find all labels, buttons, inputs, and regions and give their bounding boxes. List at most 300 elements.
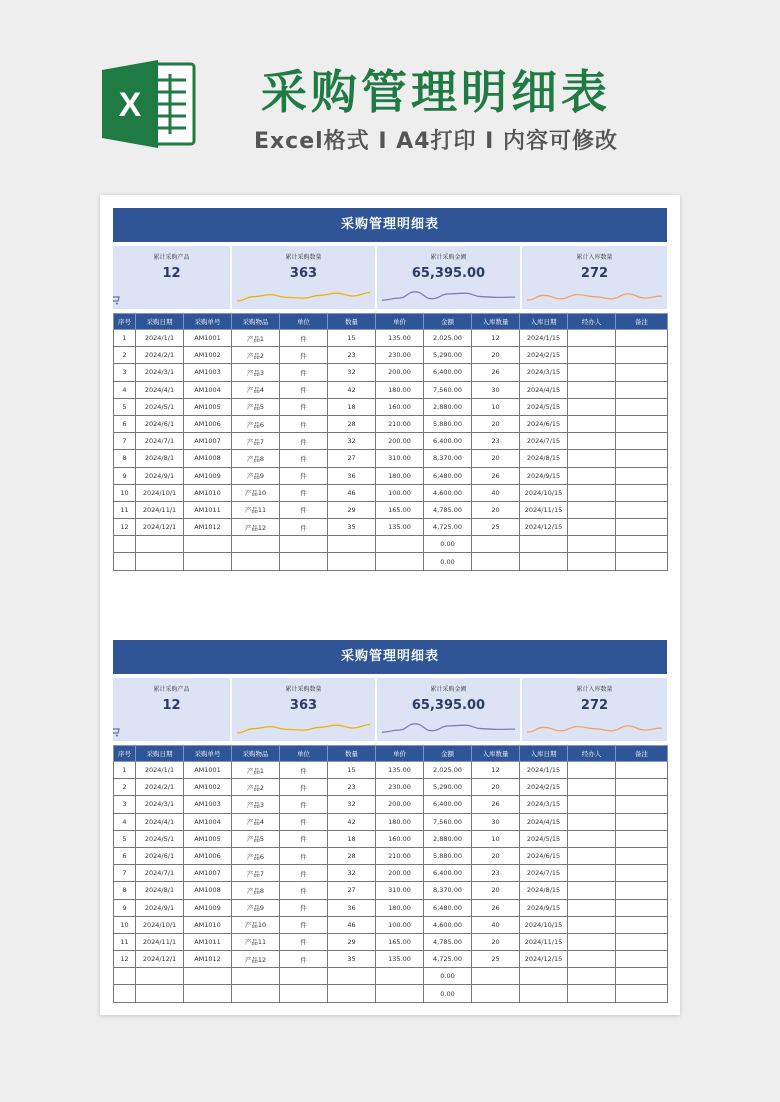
table-cell: 35	[328, 519, 376, 536]
table-cell: 2024/5/15	[520, 830, 568, 847]
sheet-title: 采购管理明细表	[113, 208, 667, 242]
table-cell	[616, 985, 668, 1002]
table-row	[114, 501, 668, 518]
table-cell: 25	[472, 951, 520, 968]
table-cell: 件	[280, 501, 328, 518]
table-cell: 产品10	[232, 484, 280, 501]
table-cell: 2024/10/1	[136, 484, 184, 501]
table-cell	[616, 433, 668, 450]
table-cell: 20	[472, 415, 520, 432]
table-cell: 100.00	[376, 484, 424, 501]
column-header: 入库数量	[472, 314, 520, 330]
table-row	[114, 933, 668, 950]
table-cell: 2024/2/15	[520, 347, 568, 364]
table-cell: 2024/8/1	[136, 450, 184, 467]
table-cell: 件	[280, 951, 328, 968]
table-cell	[568, 951, 616, 968]
sparkline-line	[527, 726, 662, 732]
table-cell: 件	[280, 519, 328, 536]
table-cell: 2,880.00	[424, 830, 472, 847]
table-cell: 0.00	[424, 968, 472, 985]
table-cell: 件	[280, 865, 328, 882]
table-cell: 18	[328, 398, 376, 415]
table-cell: 26	[472, 467, 520, 484]
table-cell: 2024/12/15	[520, 951, 568, 968]
table-row	[114, 762, 668, 779]
table-cell	[616, 347, 668, 364]
table-cell	[520, 968, 568, 985]
table-cell: 2024/3/15	[520, 364, 568, 381]
table-cell: 2024/9/15	[520, 899, 568, 916]
table-row	[114, 830, 668, 847]
table-cell: 2024/5/1	[136, 398, 184, 415]
table-cell	[568, 519, 616, 536]
column-header: 序号	[114, 746, 136, 762]
sparkline-line	[527, 294, 662, 300]
table-cell: 2024/1/1	[136, 762, 184, 779]
table-cell: 2024/11/15	[520, 501, 568, 518]
column-header: 数量	[328, 746, 376, 762]
table-cell: AM1002	[184, 347, 232, 364]
table-cell: 2024/12/1	[136, 951, 184, 968]
stat-label: 累计采购数量	[285, 686, 322, 693]
table-cell: 2024/4/1	[136, 813, 184, 830]
table-cell: 15	[328, 762, 376, 779]
column-header: 单价	[376, 746, 424, 762]
table-cell: 310.00	[376, 450, 424, 467]
table-cell: AM1002	[184, 779, 232, 796]
table-cell: AM1006	[184, 847, 232, 864]
column-header: 数量	[328, 314, 376, 330]
table-cell: 12	[472, 330, 520, 347]
table-cell: 2024/11/15	[520, 933, 568, 950]
table-cell: 1	[114, 762, 136, 779]
table-cell: 件	[280, 830, 328, 847]
table-cell: 产品2	[232, 347, 280, 364]
table-cell: 6,400.00	[424, 865, 472, 882]
table-cell	[280, 553, 328, 570]
table-cell	[568, 882, 616, 899]
stat-label: 累计采购金额	[430, 254, 467, 261]
table-cell: 产品7	[232, 865, 280, 882]
table-cell: 4,725.00	[424, 519, 472, 536]
table-cell: 产品4	[232, 813, 280, 830]
table-cell: 8	[114, 450, 136, 467]
table-cell: 5,880.00	[424, 847, 472, 864]
table-cell: 2024/10/1	[136, 916, 184, 933]
table-cell: 30	[472, 381, 520, 398]
table-cell: 200.00	[376, 433, 424, 450]
table-cell: 2	[114, 779, 136, 796]
table-cell: 30	[472, 813, 520, 830]
table-cell: 件	[280, 381, 328, 398]
table-cell: 26	[472, 796, 520, 813]
table-cell: 20	[472, 779, 520, 796]
column-header: 采购单号	[184, 746, 232, 762]
table-cell: 2024/2/1	[136, 779, 184, 796]
table-cell	[616, 381, 668, 398]
column-header: 采购物品	[232, 746, 280, 762]
table-cell	[568, 985, 616, 1002]
table-cell	[616, 779, 668, 796]
stat-card	[232, 246, 375, 309]
table-cell: 40	[472, 484, 520, 501]
table-cell: 230.00	[376, 779, 424, 796]
table-cell: 7	[114, 433, 136, 450]
sheet-title: 采购管理明细表	[113, 640, 667, 674]
table-row	[114, 484, 668, 501]
stat-label: 累计采购金额	[430, 686, 467, 693]
table-cell: 15	[328, 330, 376, 347]
column-header: 单位	[280, 314, 328, 330]
table-cell: 46	[328, 484, 376, 501]
table-cell	[376, 553, 424, 570]
stat-card	[522, 246, 667, 309]
table-cell: 200.00	[376, 865, 424, 882]
table-cell: 2024/3/1	[136, 796, 184, 813]
hero-subtitle: Excel格式 I A4打印 I 内容可修改	[253, 129, 619, 154]
column-header: 备注	[616, 746, 668, 762]
table-cell: 12	[472, 762, 520, 779]
table-cell: 2024/3/15	[520, 796, 568, 813]
table-cell: 20	[472, 933, 520, 950]
table-cell: 5,290.00	[424, 347, 472, 364]
table-cell	[568, 916, 616, 933]
table-cell: 180.00	[376, 899, 424, 916]
table-row	[114, 951, 668, 968]
table-cell: 25	[472, 519, 520, 536]
table-cell: 26	[472, 899, 520, 916]
table-cell: 28	[328, 847, 376, 864]
table-cell: 2024/12/15	[520, 519, 568, 536]
table-row	[114, 865, 668, 882]
table-cell	[136, 968, 184, 985]
table-cell	[616, 501, 668, 518]
stat-card	[377, 246, 520, 309]
table-cell	[328, 553, 376, 570]
table-cell: 180.00	[376, 467, 424, 484]
table-cell: 产品6	[232, 847, 280, 864]
stat-label: 累计采购数量	[285, 254, 322, 261]
table-cell	[616, 484, 668, 501]
table-cell: 件	[280, 467, 328, 484]
table-cell: 6,400.00	[424, 433, 472, 450]
table-cell: 件	[280, 450, 328, 467]
table-cell: 2,880.00	[424, 398, 472, 415]
stat-value: 363	[289, 266, 318, 281]
stat-label: 累计采购产品	[153, 254, 190, 261]
table-cell: 46	[328, 916, 376, 933]
sparkline-line	[237, 725, 370, 733]
table-cell	[280, 536, 328, 553]
table-cell: 200.00	[376, 364, 424, 381]
table-cell: 产品6	[232, 415, 280, 432]
table-cell: 20	[472, 347, 520, 364]
table-cell: 产品9	[232, 467, 280, 484]
column-header: 入库数量	[472, 746, 520, 762]
table-cell: 产品8	[232, 882, 280, 899]
table-cell	[568, 779, 616, 796]
table-cell	[376, 985, 424, 1002]
table-cell: 2024/9/15	[520, 467, 568, 484]
table-cell	[616, 762, 668, 779]
table-cell: 18	[328, 830, 376, 847]
table-cell	[520, 536, 568, 553]
table-cell: 产品11	[232, 933, 280, 950]
table-cell: 2024/1/1	[136, 330, 184, 347]
stat-value: 272	[580, 266, 609, 281]
table-cell: 35	[328, 951, 376, 968]
table-cell: 6,400.00	[424, 364, 472, 381]
table-cell	[616, 968, 668, 985]
hero-title: 采购管理明细表	[261, 65, 611, 119]
table-cell: 4,600.00	[424, 484, 472, 501]
table-row	[114, 330, 668, 347]
stat-value: 65,395.00	[411, 698, 486, 713]
table-row	[114, 398, 668, 415]
table-cell: AM1007	[184, 433, 232, 450]
stat-card	[377, 678, 520, 741]
table-header-row	[114, 746, 668, 762]
table-cell: 5,880.00	[424, 415, 472, 432]
table-cell	[568, 830, 616, 847]
table-cell: 12	[114, 519, 136, 536]
table-cell	[568, 501, 616, 518]
table-cell	[136, 985, 184, 1002]
sheet-copy-1	[113, 208, 667, 571]
table-row	[114, 450, 668, 467]
table-cell: 2024/7/1	[136, 433, 184, 450]
sparkline	[527, 287, 662, 305]
stat-label: 累计入库数量	[576, 686, 613, 693]
table-cell: 2024/6/15	[520, 847, 568, 864]
table-cell	[568, 450, 616, 467]
table-cell: 产品5	[232, 398, 280, 415]
sheet-copy-2	[113, 640, 667, 1003]
column-header: 序号	[114, 314, 136, 330]
table-cell	[616, 330, 668, 347]
cart-icon	[113, 294, 120, 305]
table-cell: 100.00	[376, 916, 424, 933]
table-cell: 160.00	[376, 398, 424, 415]
table-cell	[568, 433, 616, 450]
table-cell	[616, 899, 668, 916]
table-cell: 2024/4/15	[520, 381, 568, 398]
column-header: 采购物品	[232, 314, 280, 330]
table-cell	[472, 985, 520, 1002]
table-cell	[568, 330, 616, 347]
table-cell	[616, 847, 668, 864]
table-cell: 180.00	[376, 813, 424, 830]
sparkline	[237, 719, 370, 737]
table-cell: 10	[472, 398, 520, 415]
table-cell	[568, 899, 616, 916]
table-cell: 10	[114, 484, 136, 501]
table-cell: 23	[472, 433, 520, 450]
table-cell	[136, 536, 184, 553]
table-cell	[568, 467, 616, 484]
table-cell: 2024/10/15	[520, 484, 568, 501]
table-cell: 2024/6/15	[520, 415, 568, 432]
stats-row	[113, 246, 667, 309]
table-cell: 2024/6/1	[136, 415, 184, 432]
table-cell: 件	[280, 813, 328, 830]
table-cell: 5	[114, 398, 136, 415]
table-cell: 11	[114, 501, 136, 518]
stat-value: 272	[580, 698, 609, 713]
table-cell: 9	[114, 899, 136, 916]
table-cell: AM1001	[184, 330, 232, 347]
table-cell: AM1012	[184, 951, 232, 968]
table-row	[114, 899, 668, 916]
table-cell	[136, 553, 184, 570]
table-row	[114, 813, 668, 830]
table-cell: 27	[328, 882, 376, 899]
table-cell	[184, 536, 232, 553]
table-cell	[280, 985, 328, 1002]
table-cell: 23	[328, 779, 376, 796]
table-cell: 27	[328, 450, 376, 467]
table-cell: 2024/5/1	[136, 830, 184, 847]
table-cell: 0.00	[424, 553, 472, 570]
column-header: 单价	[376, 314, 424, 330]
table-cell: 产品5	[232, 830, 280, 847]
table-cell: 2024/11/1	[136, 933, 184, 950]
table-cell: 产品8	[232, 450, 280, 467]
table-cell: 2024/2/15	[520, 779, 568, 796]
table-cell: 4	[114, 381, 136, 398]
stat-label: 累计入库数量	[576, 254, 613, 261]
table-cell: 160.00	[376, 830, 424, 847]
table-cell: 3	[114, 796, 136, 813]
table-cell: 件	[280, 899, 328, 916]
table-cell: 29	[328, 933, 376, 950]
table-cell: 件	[280, 330, 328, 347]
table-cell: 2024/8/15	[520, 882, 568, 899]
column-header: 采购单号	[184, 314, 232, 330]
table-cell	[568, 933, 616, 950]
table-cell	[114, 968, 136, 985]
table-cell: AM1009	[184, 899, 232, 916]
table-cell	[616, 830, 668, 847]
table-cell: 4	[114, 813, 136, 830]
stat-card	[522, 678, 667, 741]
table-cell	[568, 364, 616, 381]
table-cell	[616, 398, 668, 415]
table-cell: 2024/4/15	[520, 813, 568, 830]
table-cell: 件	[280, 398, 328, 415]
table-cell: 135.00	[376, 762, 424, 779]
table-cell: 9	[114, 467, 136, 484]
table-cell: 件	[280, 847, 328, 864]
table-cell	[568, 762, 616, 779]
table-cell: 2024/7/15	[520, 433, 568, 450]
table-cell: 210.00	[376, 415, 424, 432]
table-cell: 32	[328, 433, 376, 450]
table-cell	[520, 553, 568, 570]
table-cell	[376, 968, 424, 985]
table-cell: 165.00	[376, 933, 424, 950]
table-cell: 2024/1/15	[520, 762, 568, 779]
table-cell: AM1008	[184, 450, 232, 467]
table-cell	[114, 536, 136, 553]
table-cell	[568, 553, 616, 570]
table-row	[114, 779, 668, 796]
table-cell: 6	[114, 847, 136, 864]
column-header: 入库日期	[520, 314, 568, 330]
table-row	[114, 968, 668, 985]
table-cell: AM1011	[184, 501, 232, 518]
table-cell	[232, 968, 280, 985]
table-row	[114, 796, 668, 813]
stat-card	[232, 678, 375, 741]
table-cell: 产品10	[232, 916, 280, 933]
table-cell: 2024/6/1	[136, 847, 184, 864]
table-cell: 7	[114, 865, 136, 882]
excel-icon	[100, 58, 198, 150]
table-cell: 件	[280, 364, 328, 381]
table-cell: 产品7	[232, 433, 280, 450]
table-cell	[616, 553, 668, 570]
table-cell: 2024/2/1	[136, 347, 184, 364]
table-row	[114, 536, 668, 553]
table-cell: AM1001	[184, 762, 232, 779]
table-cell: AM1011	[184, 933, 232, 950]
table-cell: 32	[328, 865, 376, 882]
stat-value: 65,395.00	[411, 266, 486, 281]
table-cell	[616, 364, 668, 381]
table-cell: 产品3	[232, 796, 280, 813]
column-header: 金额	[424, 314, 472, 330]
table-cell: AM1009	[184, 467, 232, 484]
table-cell: 2024/10/15	[520, 916, 568, 933]
table-cell: 产品4	[232, 381, 280, 398]
table-cell: 产品2	[232, 779, 280, 796]
table-cell: 6,400.00	[424, 796, 472, 813]
table-cell: AM1008	[184, 882, 232, 899]
table-row	[114, 467, 668, 484]
table-cell: 2024/4/1	[136, 381, 184, 398]
table-cell: 件	[280, 916, 328, 933]
table-cell: 2,025.00	[424, 762, 472, 779]
table-cell: 件	[280, 796, 328, 813]
table-header-row	[114, 314, 668, 330]
sparkline-line	[237, 293, 370, 301]
table-cell: AM1003	[184, 796, 232, 813]
table-cell: 310.00	[376, 882, 424, 899]
table-cell: 2024/5/15	[520, 398, 568, 415]
table-row	[114, 553, 668, 570]
table-cell	[114, 985, 136, 1002]
sparkline-line	[382, 724, 515, 732]
table-cell	[616, 813, 668, 830]
column-header: 采购日期	[136, 746, 184, 762]
column-header: 经办人	[568, 314, 616, 330]
table-cell: 3	[114, 364, 136, 381]
table-cell: 32	[328, 364, 376, 381]
table-cell	[616, 536, 668, 553]
table-cell	[184, 553, 232, 570]
cart-icon	[113, 726, 120, 737]
table-cell: 件	[280, 762, 328, 779]
table-cell	[616, 933, 668, 950]
table-cell: AM1010	[184, 916, 232, 933]
table-cell: 4,600.00	[424, 916, 472, 933]
table-cell: 产品1	[232, 330, 280, 347]
table-cell: 20	[472, 847, 520, 864]
table-cell: 42	[328, 381, 376, 398]
table-cell: 5,290.00	[424, 779, 472, 796]
